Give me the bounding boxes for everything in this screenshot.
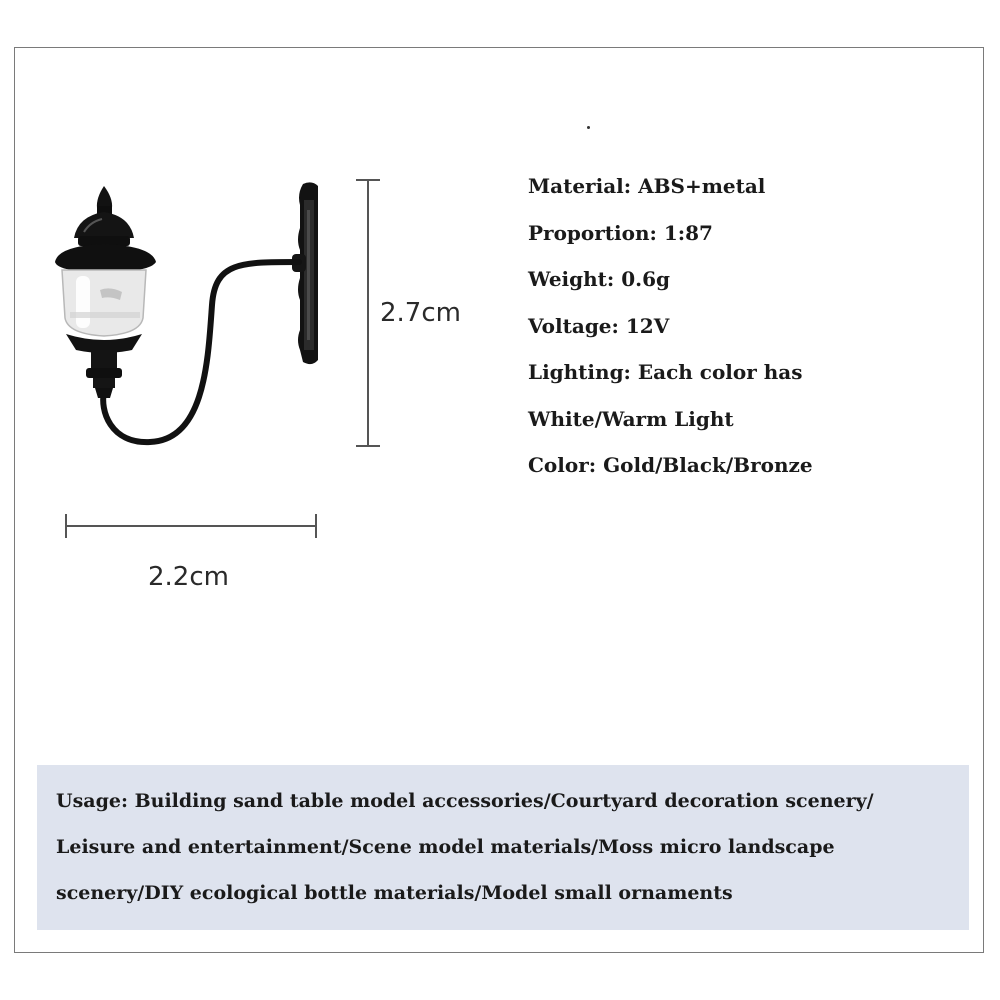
spec-lighting: Lighting: Each color has: [528, 360, 803, 384]
spec-color: Color: Gold/Black/Bronze: [528, 453, 813, 477]
usage-line: Leisure and entertainment/Scene model materials/Moss micro landscape: [56, 836, 835, 858]
width-dimension-line: [66, 514, 316, 538]
width-dimension-label: 2.2cm: [148, 562, 229, 592]
decorative-dot: [587, 126, 590, 129]
spec-proportion: Proportion: 1:87: [528, 220, 713, 245]
height-dimension-line: [356, 180, 380, 446]
height-dimension-label: 2.7cm: [380, 298, 461, 328]
usage-box: [37, 765, 969, 930]
spec-voltage: Voltage: 12V: [528, 313, 670, 338]
spec-material: Material: ABS+metal: [528, 174, 766, 198]
usage-line: scenery/DIY ecological bottle materials/Model small ornaments: [56, 882, 733, 904]
spec-lighting-continued: White/Warm Light: [528, 406, 734, 431]
usage-line: Usage: Building sand table model accessories/Courtyard decoration scenery/: [56, 790, 874, 812]
spec-weight: Weight: 0.6g: [528, 267, 671, 291]
wall-lamp-icon: [55, 182, 318, 442]
spec-list: [528, 168, 813, 494]
